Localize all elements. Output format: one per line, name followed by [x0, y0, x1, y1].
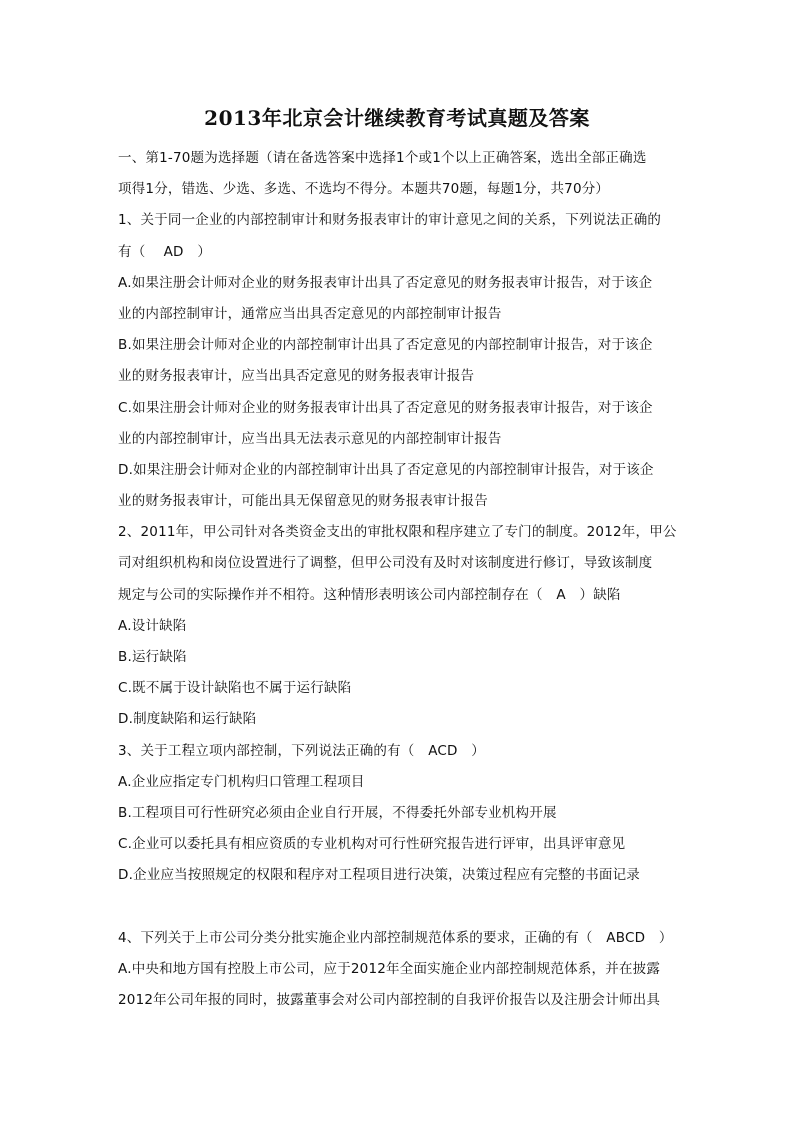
question-4: 4、下列关于上市公司分类分批实施企业内部控制规范体系的要求，正确的有（ ABCD ）	[118, 929, 673, 946]
option-a: A.企业应指定专门机构归口管理工程项目	[118, 773, 365, 790]
text-line: 一、第1-70题为选择题（请在备选答案中选择1个或1个以上正确答案，选出全部正确选	[118, 150, 647, 166]
question-1: 1、关于同一企业的内部控制审计和财务报表审计的审计意见之间的关系，下列说法正确的	[118, 212, 662, 229]
option-c: C.如果注册会计师对企业的财务报表审计出具了否定意见的财务报表审计报告，对于该企	[118, 399, 653, 416]
document-title: 2013年北京会计继续教育考试真题及答案	[204, 106, 590, 130]
text-line: 规定与公司的实际操作并不相符。这种情形表明该公司内部控制存在（ A ）缺陷	[118, 586, 621, 603]
blank-line	[118, 892, 684, 923]
option-a: A.如果注册会计师对企业的财务报表审计出具了否定意见的财务报表审计报告，对于该企	[118, 274, 653, 291]
text-line: 业的财务报表审计，可能出具无保留意见的财务报表审计报告	[118, 493, 488, 510]
option-a: A.设计缺陷	[118, 617, 187, 634]
option-c: C.既不属于设计缺陷也不属于运行缺陷	[118, 680, 352, 697]
text-line: 业的财务报表审计，应当出具否定意见的财务报表审计报告	[118, 368, 475, 385]
question-2: 2、2011年，甲公司针对各类资金支出的审批权限和程序建立了专门的制度。2012年，甲公	[118, 524, 677, 541]
text-line: 项得1分，错选、少选、多选、不选均不得分。本题共70题，每题1分，共70分）	[118, 181, 610, 198]
option-d: D.企业应当按照规定的权限和程序对工程项目进行决策，决策过程应有完整的书面记录	[118, 867, 640, 884]
option-b: B.工程项目可行性研究必须由企业自行开展，不得委托外部专业机构开展	[118, 804, 557, 821]
option-c: C.企业可以委托具有相应资质的专业机构对可行性研究报告进行评审，出具评审意见	[118, 836, 626, 853]
option-d: D.制度缺陷和运行缺陷	[118, 711, 257, 728]
text-line: 司对组织机构和岗位设置进行了调整，但甲公司没有及时对该制度进行修订，导致该制度	[118, 555, 653, 572]
option-b: B.如果注册会计师对企业的内部控制审计出具了否定意见的内部控制审计报告，对于该企	[118, 337, 653, 354]
text-line: 有（ AD ）	[118, 243, 212, 260]
option-a: A.中央和地方国有控股上市公司，应于2012年全面实施企业内部控制规范体系，并在披露	[118, 960, 661, 977]
option-d: D.如果注册会计师对企业的内部控制审计出具了否定意见的内部控制审计报告，对于该企	[118, 461, 654, 478]
document-body	[118, 143, 684, 1016]
text-line: 业的内部控制审计，通常应当出具否定意见的内部控制审计报告	[118, 305, 502, 322]
question-3: 3、关于工程立项内部控制，下列说法正确的有（ ACD ）	[118, 742, 486, 759]
text-line: 2012年公司年报的同时，披露董事会对公司内部控制的自我评价报告以及注册会计师出具	[118, 992, 661, 1009]
option-b: B.运行缺陷	[118, 649, 187, 665]
text-line: 业的内部控制审计，应当出具无法表示意见的内部控制审计报告	[118, 430, 502, 447]
